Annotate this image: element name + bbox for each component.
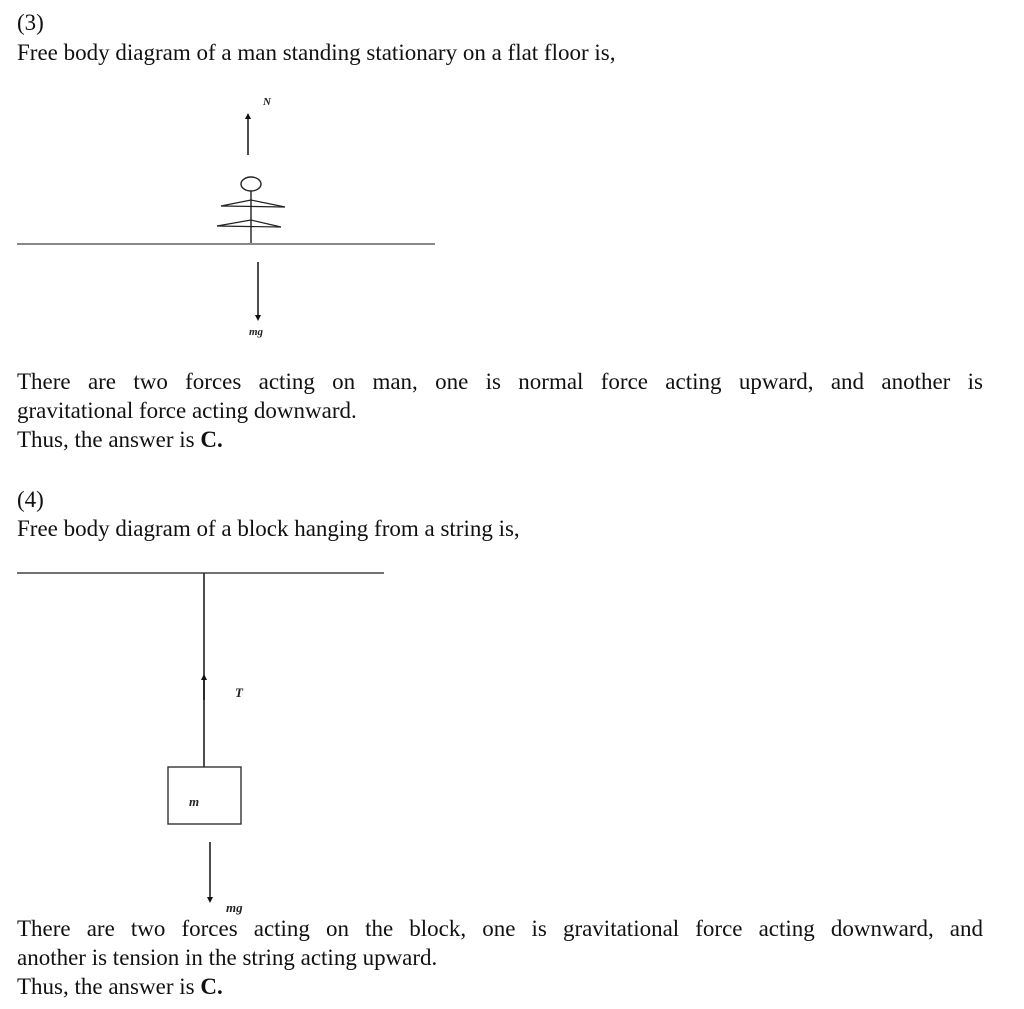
gravity-force-label-4: mg <box>226 900 243 915</box>
tension-force-label: T <box>235 685 243 700</box>
section-4-answer-prefix: Thus, the answer is <box>17 974 201 999</box>
section-3-answer-prefix: Thus, the answer is <box>17 427 201 452</box>
block-diagram <box>17 573 384 915</box>
block-mass-label: m <box>189 794 200 809</box>
section-3-explanation-line-2: gravitational force acting downward. <box>17 398 357 423</box>
section-3-explanation <box>17 367 983 425</box>
section-3-explanation-line-1: There are two forces acting on man, one is normal force acting upward, and another is <box>17 369 983 394</box>
section-3-answer-value: C. <box>200 427 223 452</box>
block <box>168 767 241 824</box>
section-3-intro: Free body diagram of a man standing stationary on a flat floor is, <box>17 40 616 65</box>
section-3-number: (3) <box>17 10 44 35</box>
normal-force-label: N <box>263 96 271 108</box>
section-4-explanation <box>17 914 983 972</box>
section-4-answer <box>17 972 223 1001</box>
section-4-intro: Free body diagram of a block hanging from a string is, <box>17 516 520 541</box>
section-4-explanation-line-2: another is tension in the string acting upward. <box>17 945 438 970</box>
gravity-force-label-3: mg <box>249 326 264 338</box>
man-diagram <box>17 96 435 338</box>
man-legs <box>217 226 281 227</box>
section-4-number: (4) <box>17 487 44 512</box>
section-4-answer-value: C. <box>200 974 223 999</box>
section-3-answer <box>17 425 223 454</box>
section-4-explanation-line-1: There are two forces acting on the block, one is gravitational force acting downward, and <box>17 916 983 941</box>
man-arms <box>221 206 285 207</box>
man-head <box>241 177 261 191</box>
